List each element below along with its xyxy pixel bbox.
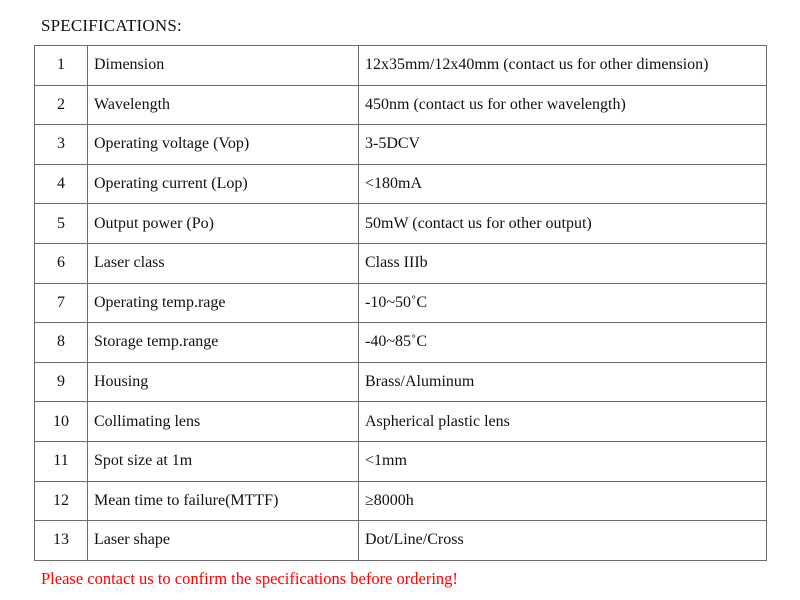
table-row — [35, 323, 767, 363]
row-number: 1 — [35, 46, 88, 86]
specifications-heading: SPECIFICATIONS: — [41, 16, 182, 35]
table-row — [35, 481, 767, 521]
parameter-value: ≥8000h — [359, 481, 767, 521]
parameter-name: Laser class — [88, 243, 359, 283]
row-number: 13 — [35, 521, 88, 561]
parameter-name: Laser shape — [88, 521, 359, 561]
table-row — [35, 125, 767, 165]
parameter-name: Housing — [88, 362, 359, 402]
ordering-note: Please contact us to confirm the specifications before ordering! — [41, 569, 458, 588]
table-row — [35, 402, 767, 442]
row-number: 12 — [35, 481, 88, 521]
parameter-value: Aspherical plastic lens — [359, 402, 767, 442]
row-number: 3 — [35, 125, 88, 165]
table-row — [35, 283, 767, 323]
parameter-value: 3-5DCV — [359, 125, 767, 165]
row-number: 10 — [35, 402, 88, 442]
parameter-value: <1mm — [359, 441, 767, 481]
parameter-value: <180mA — [359, 164, 767, 204]
parameter-name: Mean time to failure(MTTF) — [88, 481, 359, 521]
table-row — [35, 204, 767, 244]
row-number: 6 — [35, 243, 88, 283]
parameter-value: 450nm (contact us for other wavelength) — [359, 85, 767, 125]
parameter-value: Dot/Line/Cross — [359, 521, 767, 561]
parameter-name: Operating voltage (Vop) — [88, 125, 359, 165]
row-number: 9 — [35, 362, 88, 402]
parameter-value: 12x35mm/12x40mm (contact us for other dimension) — [359, 46, 767, 86]
row-number: 5 — [35, 204, 88, 244]
parameter-value: -10~50˚C — [359, 283, 767, 323]
table-row — [35, 46, 767, 86]
table-row — [35, 85, 767, 125]
parameter-value: 50mW (contact us for other output) — [359, 204, 767, 244]
table-row — [35, 164, 767, 204]
row-number: 4 — [35, 164, 88, 204]
row-number: 2 — [35, 85, 88, 125]
table-row — [35, 362, 767, 402]
parameter-name: Collimating lens — [88, 402, 359, 442]
parameter-name: Storage temp.range — [88, 323, 359, 363]
table-row — [35, 243, 767, 283]
parameter-name: Dimension — [88, 46, 359, 86]
parameter-value: Brass/Aluminum — [359, 362, 767, 402]
parameter-value: Class IIIb — [359, 243, 767, 283]
parameter-name: Spot size at 1m — [88, 441, 359, 481]
table-row — [35, 441, 767, 481]
row-number: 8 — [35, 323, 88, 363]
row-number: 7 — [35, 283, 88, 323]
row-number: 11 — [35, 441, 88, 481]
specifications-table — [34, 45, 767, 561]
parameter-name: Operating current (Lop) — [88, 164, 359, 204]
parameter-name: Operating temp.rage — [88, 283, 359, 323]
parameter-name: Wavelength — [88, 85, 359, 125]
table-row — [35, 521, 767, 561]
parameter-value: -40~85˚C — [359, 323, 767, 363]
parameter-name: Output power (Po) — [88, 204, 359, 244]
